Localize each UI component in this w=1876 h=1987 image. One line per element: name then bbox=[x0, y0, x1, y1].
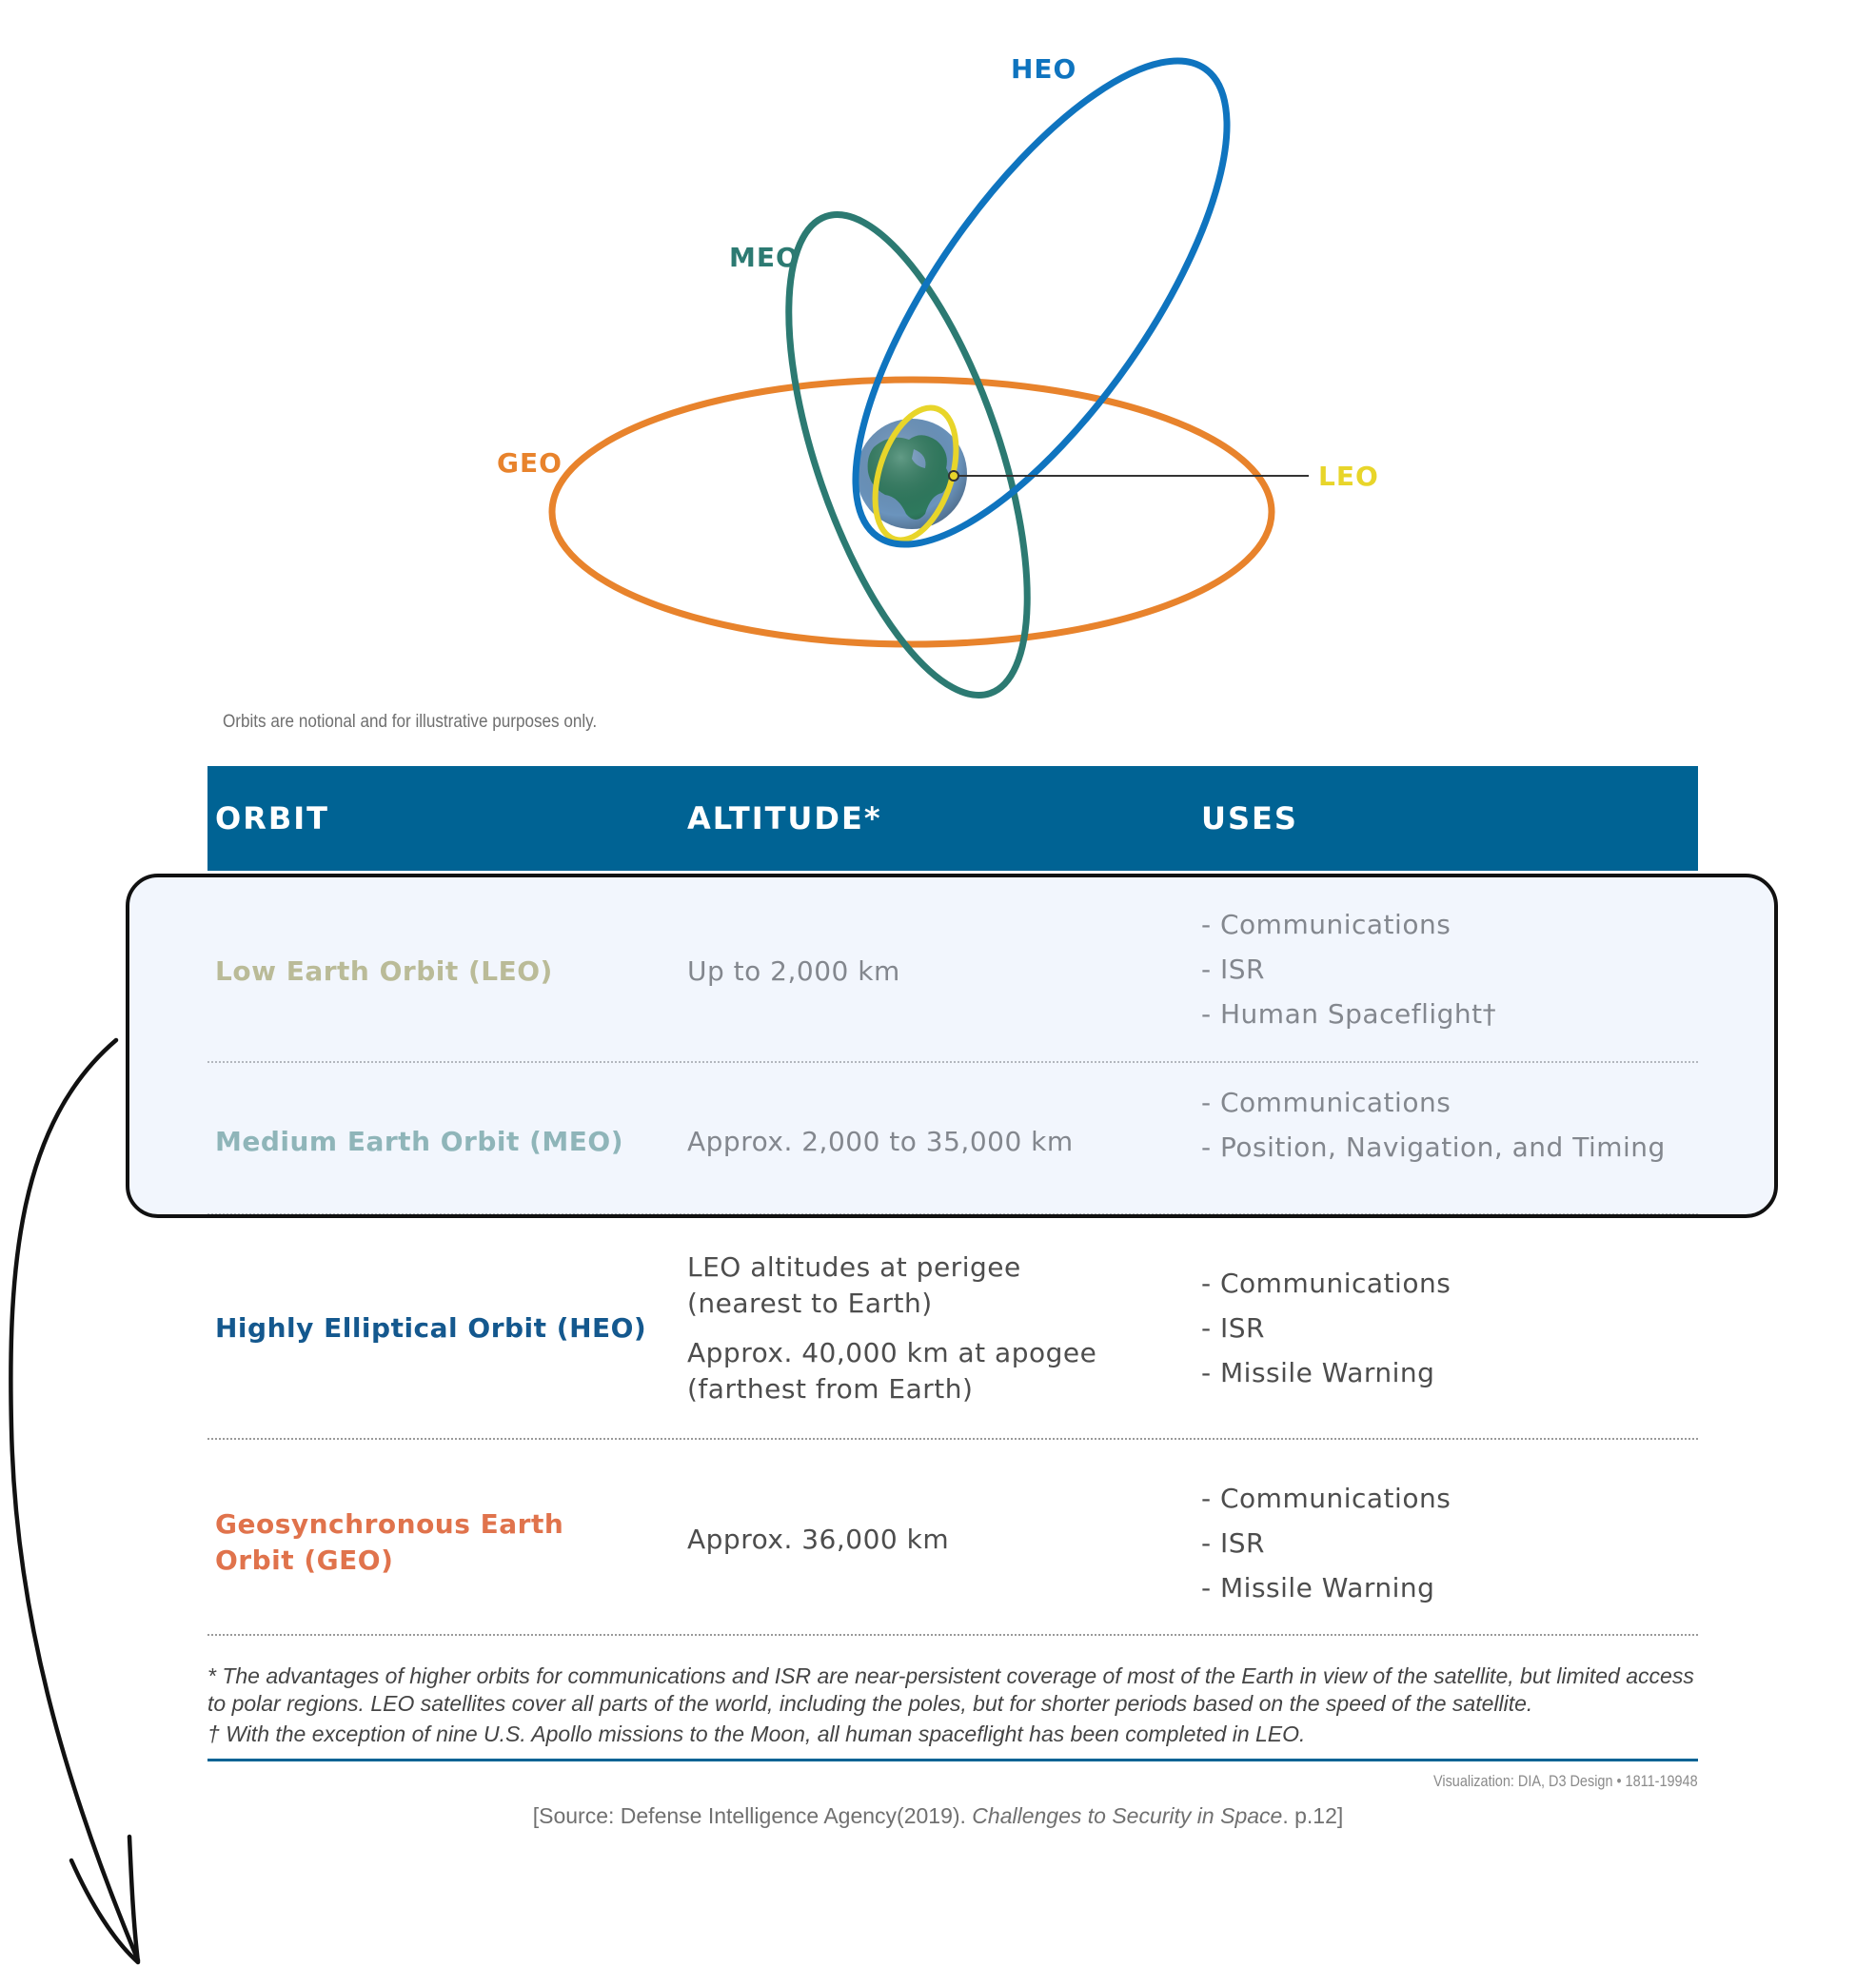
use-item: - Communications bbox=[1201, 1483, 1451, 1514]
use-item: - Missile Warning bbox=[1201, 1572, 1435, 1603]
header-uses: USES bbox=[1201, 800, 1298, 836]
table-header bbox=[207, 766, 1698, 871]
use-item: - ISR bbox=[1201, 954, 1265, 985]
altitude-line: LEO altitudes at perigee bbox=[687, 1251, 1021, 1283]
orbit-diagram bbox=[0, 0, 1876, 723]
row-orbit-name bbox=[215, 1506, 563, 1579]
source-citation bbox=[0, 1803, 1876, 1829]
use-item: - Communications bbox=[1201, 1087, 1451, 1118]
header-orbit: ORBIT bbox=[215, 800, 329, 836]
orbit-name-line: Geosynchronous Earth bbox=[215, 1508, 564, 1540]
use-item: - Position, Navigation, and Timing bbox=[1201, 1131, 1666, 1163]
table-row-geo bbox=[207, 1440, 1698, 1636]
footnote-dagger: † With the exception of nine U.S. Apollo missions to the Moon, all human spaceflight has been completed in LEO. bbox=[207, 1721, 1306, 1746]
use-item: - ISR bbox=[1201, 1312, 1265, 1344]
header-altitude: ALTITUDE* bbox=[687, 800, 882, 836]
altitude-line: Approx. 40,000 km at apogee bbox=[687, 1337, 1097, 1368]
row-orbit-name: Low Earth Orbit (LEO) bbox=[215, 955, 553, 987]
bottom-rule bbox=[207, 1759, 1698, 1761]
use-item: - ISR bbox=[1201, 1527, 1265, 1559]
illustrative-note: Orbits are notional and for illustrative purposes only. bbox=[223, 712, 598, 732]
footnote-asterisk: * The advantages of higher orbits for communications and ISR are near-persistent coverage of most of the Earth in view of the satellite, but limited access to polar regions. LEO satellites cover all parts of the world, including the poles, but for shorter periods based on the speed of the satellite. bbox=[207, 1663, 1694, 1716]
use-item: - Communications bbox=[1201, 1268, 1451, 1299]
highlight-box bbox=[126, 874, 1778, 1218]
heo-orbit-ellipse bbox=[790, 8, 1293, 598]
heo-label: HEO bbox=[1011, 53, 1077, 85]
row-altitude: Up to 2,000 km bbox=[687, 955, 900, 987]
use-item: - Communications bbox=[1201, 909, 1451, 940]
orbit-name-line: Orbit (GEO) bbox=[215, 1544, 394, 1576]
source-suffix: . p.12] bbox=[1282, 1803, 1344, 1828]
meo-label: MEO bbox=[729, 242, 800, 273]
row-altitude: Approx. 36,000 km bbox=[687, 1524, 950, 1555]
use-item: - Missile Warning bbox=[1201, 1357, 1435, 1388]
altitude-line: (farthest from Earth) bbox=[687, 1373, 974, 1405]
source-prefix: [Source: Defense Intelligence Agency(2019). bbox=[532, 1803, 973, 1828]
row-orbit-name: Medium Earth Orbit (MEO) bbox=[215, 1126, 624, 1157]
leo-satellite-dot bbox=[949, 471, 958, 481]
row-orbit-name: Highly Elliptical Orbit (HEO) bbox=[215, 1312, 647, 1344]
use-item: - Human Spaceflight† bbox=[1201, 998, 1497, 1030]
row-altitude: Approx. 2,000 to 35,000 km bbox=[687, 1126, 1074, 1157]
altitude-line: (nearest to Earth) bbox=[687, 1288, 933, 1319]
row-altitude bbox=[687, 1249, 1096, 1407]
row-uses bbox=[1201, 1261, 1451, 1395]
geo-label: GEO bbox=[497, 447, 563, 479]
row-uses bbox=[1201, 1476, 1451, 1610]
leo-label: LEO bbox=[1318, 461, 1379, 492]
visualization-credit: Visualization: DIA, D3 Design • 1811-19948 bbox=[1433, 1772, 1698, 1790]
source-title: Challenges to Security in Space bbox=[972, 1803, 1283, 1828]
table-row-heo bbox=[207, 1215, 1698, 1440]
